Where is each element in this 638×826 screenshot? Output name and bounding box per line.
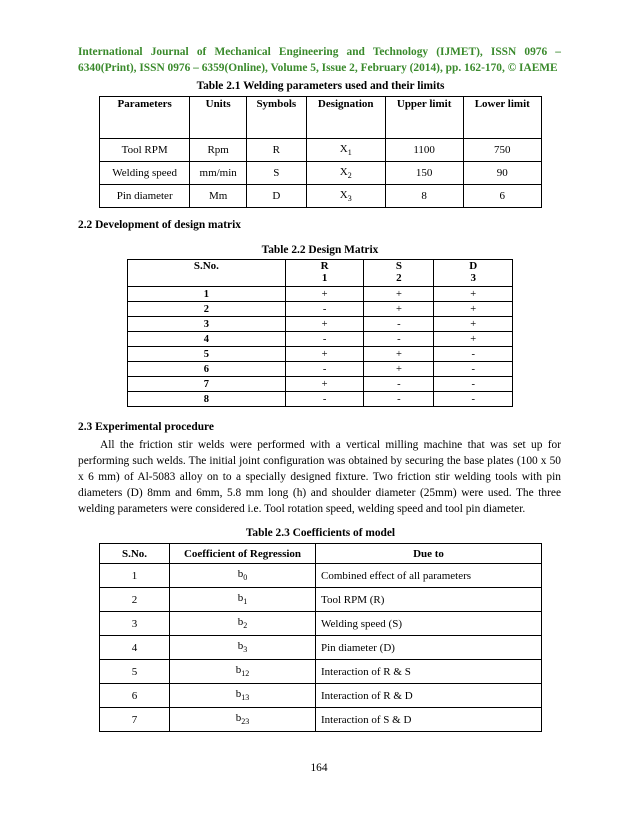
level-cell: + xyxy=(285,287,364,302)
sno-cell: 3 xyxy=(100,612,170,636)
table-row xyxy=(100,185,542,208)
coefficient-cell: $b_{13}$ xyxy=(170,684,316,708)
sno-cell: 5 xyxy=(128,347,286,362)
page-number: 164 xyxy=(310,762,328,774)
unit-cell: mm/min xyxy=(190,162,247,185)
table2-caption: Table 2.2 Design Matrix xyxy=(261,244,379,256)
table-row xyxy=(128,347,513,362)
sno-cell: 2 xyxy=(128,302,286,317)
due-to-cell: Welding speed (S) xyxy=(316,612,542,636)
coefficient-cell: $b_3$ xyxy=(170,636,316,660)
level-cell: + xyxy=(364,362,434,377)
level-cell: - xyxy=(285,302,364,317)
lower-limit-cell: 90 xyxy=(463,162,542,185)
column-header: Lower limit xyxy=(463,97,542,139)
table-row xyxy=(100,588,542,612)
due-to-cell: Pin diameter (D) xyxy=(316,636,542,660)
level-cell: - xyxy=(434,362,513,377)
level-cell: + xyxy=(285,347,364,362)
column-header: Designation xyxy=(306,97,385,139)
due-to-cell: Interaction of R & D xyxy=(316,684,542,708)
level-cell: - xyxy=(434,392,513,407)
column-header: D 3 xyxy=(434,260,513,287)
level-cell: + xyxy=(285,377,364,392)
level-cell: - xyxy=(434,347,513,362)
upper-limit-cell: 150 xyxy=(385,162,463,185)
lower-limit-cell: 6 xyxy=(463,185,542,208)
upper-limit-cell: 8 xyxy=(385,185,463,208)
table-row xyxy=(100,684,542,708)
column-header: Due to xyxy=(316,544,542,564)
table-row xyxy=(128,317,513,332)
coefficient-cell: $b_2$ xyxy=(170,612,316,636)
coefficient-cell: $b_0$ xyxy=(170,564,316,588)
table-row xyxy=(100,139,542,162)
section-heading-2-3: 2.3 Experimental procedure xyxy=(78,421,214,433)
level-cell: + xyxy=(434,287,513,302)
sno-cell: 8 xyxy=(128,392,286,407)
designation-cell: $X_3$ xyxy=(306,185,385,208)
designation-cell: $X_1$ xyxy=(306,139,385,162)
unit-cell: Mm xyxy=(190,185,247,208)
level-cell: + xyxy=(364,287,434,302)
table-row xyxy=(100,612,542,636)
sno-cell: 7 xyxy=(128,377,286,392)
sno-cell: 5 xyxy=(100,660,170,684)
level-cell: - xyxy=(285,332,364,347)
coefficient-cell: $b_{23}$ xyxy=(170,708,316,732)
level-cell: - xyxy=(285,362,364,377)
level-cell: + xyxy=(434,332,513,347)
level-cell: - xyxy=(285,392,364,407)
column-header: Parameters xyxy=(100,97,190,139)
table-row xyxy=(128,392,513,407)
coefficient-cell: $b_{12}$ xyxy=(170,660,316,684)
sno-cell: 2 xyxy=(100,588,170,612)
table-row xyxy=(100,162,542,185)
symbol-cell: D xyxy=(246,185,306,208)
due-to-cell: Tool RPM (R) xyxy=(316,588,542,612)
symbol-cell: S xyxy=(246,162,306,185)
sno-cell: 7 xyxy=(100,708,170,732)
level-cell: - xyxy=(364,392,434,407)
table-row xyxy=(128,287,513,302)
table-header-row xyxy=(100,544,542,564)
parameter-cell: Pin diameter xyxy=(100,185,190,208)
table1-caption: Table 2.1 Welding parameters used and their limits xyxy=(196,80,445,92)
table-row xyxy=(100,564,542,588)
table-header-row xyxy=(128,260,513,287)
column-header: S.No. xyxy=(100,544,170,564)
sno-cell: 4 xyxy=(100,636,170,660)
level-cell: + xyxy=(434,317,513,332)
level-cell: - xyxy=(364,332,434,347)
due-to-cell: Interaction of R & S xyxy=(316,660,542,684)
table-row xyxy=(100,660,542,684)
designation-cell: $X_2$ xyxy=(306,162,385,185)
column-header: R 1 xyxy=(285,260,364,287)
sno-cell: 6 xyxy=(128,362,286,377)
column-header: Units xyxy=(190,97,247,139)
sno-cell: 3 xyxy=(128,317,286,332)
level-cell: + xyxy=(285,317,364,332)
column-header: Upper limit xyxy=(385,97,463,139)
column-header: S.No. xyxy=(128,260,286,287)
level-cell: - xyxy=(364,377,434,392)
sno-cell: 1 xyxy=(128,287,286,302)
level-cell: + xyxy=(364,347,434,362)
table3-caption: Table 2.3 Coefficients of model xyxy=(245,527,396,539)
column-header: Symbols xyxy=(246,97,306,139)
section-heading-2-2: 2.2 Development of design matrix xyxy=(78,219,241,231)
table-row xyxy=(128,362,513,377)
design-matrix-table xyxy=(127,259,513,407)
parameter-cell: Welding speed xyxy=(100,162,190,185)
table-header-row xyxy=(100,97,542,139)
due-to-cell: Interaction of S & D xyxy=(316,708,542,732)
column-header: Coefficient of Regression xyxy=(170,544,316,564)
experimental-procedure-paragraph: All the friction stir welds were performed with a vertical milling machine that was set up for performing such welds. The initial joint configuration was obtained by securing the base plates (100 x 50 x 6 mm) of Al-5083 alloy on to a specially designed fixture. Two friction stir welding tools with pin diameters (D) 8mm and 6mm, 5.8 mm long (h) and shoulder diameter (25mm) were used. The three welding parameters were considered i.e. Tool rotation speed, welding speed and tool pin diameter. xyxy=(78,439,561,515)
sno-cell: 6 xyxy=(100,684,170,708)
upper-limit-cell: 1100 xyxy=(385,139,463,162)
level-cell: - xyxy=(434,377,513,392)
level-cell: - xyxy=(364,317,434,332)
table-row xyxy=(100,708,542,732)
journal-citation-header: International Journal of Mechanical Engineering and Technology (IJMET), ISSN 0976 – 6340(Print), ISSN 0976 – 6359(Online), Volume 5, Issue 2, February (2014), pp. 162-170, © IAEME xyxy=(78,46,561,74)
table-row xyxy=(128,302,513,317)
unit-cell: Rpm xyxy=(190,139,247,162)
coefficients-table xyxy=(99,543,542,732)
welding-parameters-table xyxy=(99,96,542,208)
parameter-cell: Tool RPM xyxy=(100,139,190,162)
sno-cell: 4 xyxy=(128,332,286,347)
table-row xyxy=(100,636,542,660)
table-row xyxy=(128,332,513,347)
coefficient-cell: $b_1$ xyxy=(170,588,316,612)
sno-cell: 1 xyxy=(100,564,170,588)
column-header: S 2 xyxy=(364,260,434,287)
level-cell: + xyxy=(434,302,513,317)
symbol-cell: R xyxy=(246,139,306,162)
due-to-cell: Combined effect of all parameters xyxy=(316,564,542,588)
lower-limit-cell: 750 xyxy=(463,139,542,162)
level-cell: + xyxy=(364,302,434,317)
table-row xyxy=(128,377,513,392)
